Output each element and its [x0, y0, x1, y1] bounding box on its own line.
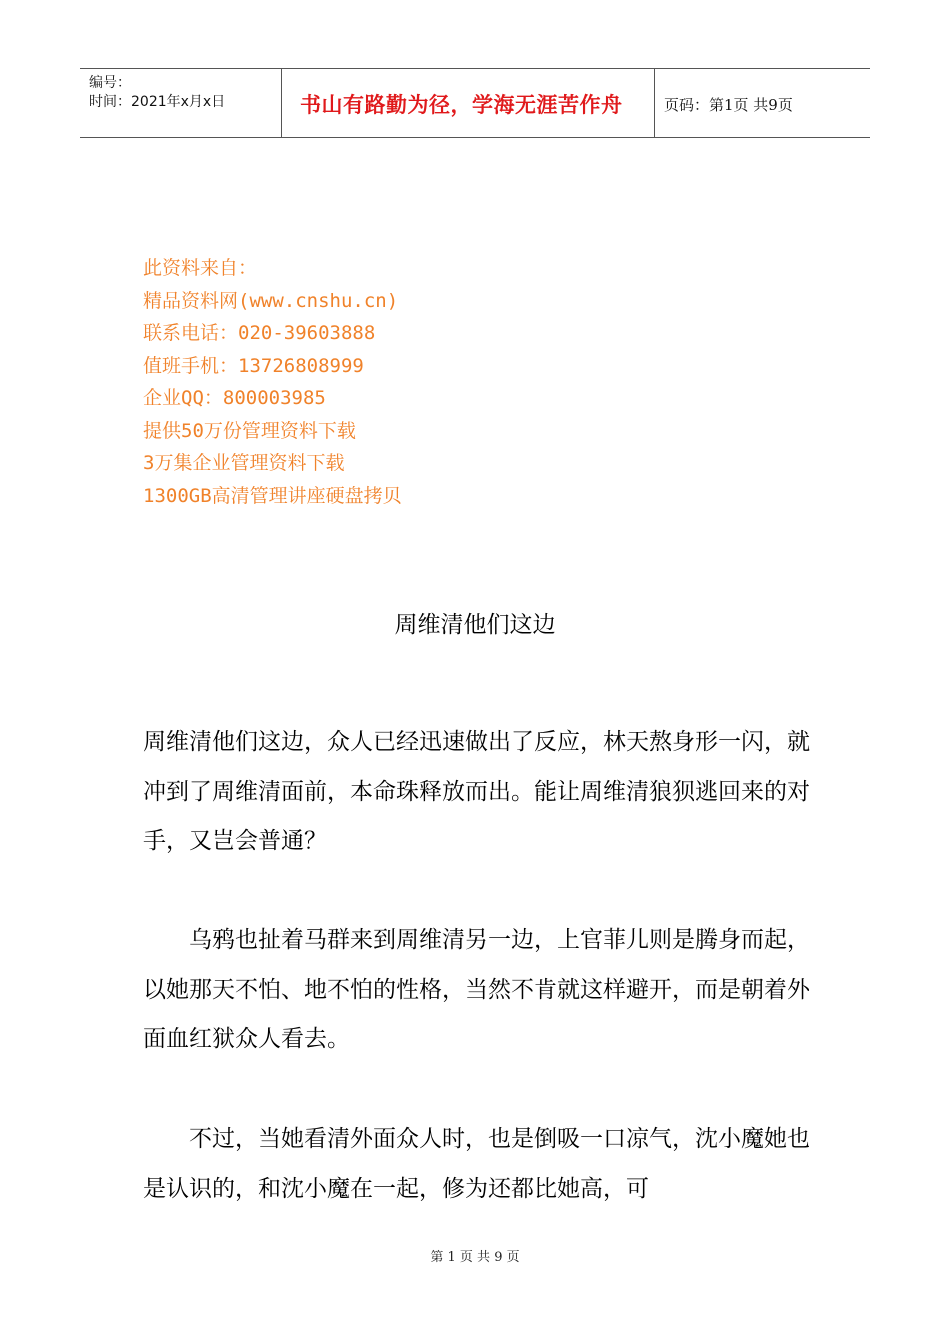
source-mobile: 值班手机：13726808999: [143, 354, 364, 377]
page-footer: 第 1 页 共 9 页: [430, 1250, 520, 1265]
header-motto: 书山有路勤为径，学海无涯苦作舟: [300, 92, 623, 117]
article-paragraph: 周维清他们这边，众人已经迅速做出了反应，林天熬身形一闪，就冲到了周维清面前，本命珠释放而出。能让周维清狼狈逃回来的对手，又岂会普通？: [143, 729, 810, 854]
header-meta-cell: [80, 69, 282, 137]
article-paragraph: 乌鸦也扯着马群来到周维清另一边，上官菲儿则是腾身而起，以她那天不怕、地不怕的性格，当然不肯就这样避开，而是朝着外面血红狱众人看去。: [143, 927, 810, 1052]
source-info-block: [143, 252, 402, 512]
source-qq: 企业QQ：800003985: [143, 387, 326, 409]
article-paragraph: 不过，当她看清外面众人时，也是倒吸一口凉气，沈小魔她也是认识的，和沈小魔在一起，修为还都比她高，可: [143, 1126, 810, 1202]
source-website: 精品资料网(www.cnshu.cn): [143, 289, 399, 312]
source-line: 3万集企业管理资料下载: [143, 452, 345, 474]
source-phone: 联系电话：020-39603888: [143, 322, 376, 344]
document-header: [80, 68, 870, 138]
header-motto-cell: [282, 69, 655, 137]
article-title: 周维清他们这边: [394, 612, 556, 638]
document-date: 时间：2021年x月x日: [89, 94, 226, 110]
document-number-label: 编号：: [89, 75, 131, 91]
source-line: 提供50万份管理资料下载: [143, 419, 356, 442]
header-page-cell: [655, 69, 870, 137]
source-line: 此资料来自：: [143, 257, 258, 279]
source-line: 1300GB高清管理讲座硬盘拷贝: [143, 484, 402, 507]
header-page-info: 页码：第1页 共9页: [664, 96, 793, 114]
